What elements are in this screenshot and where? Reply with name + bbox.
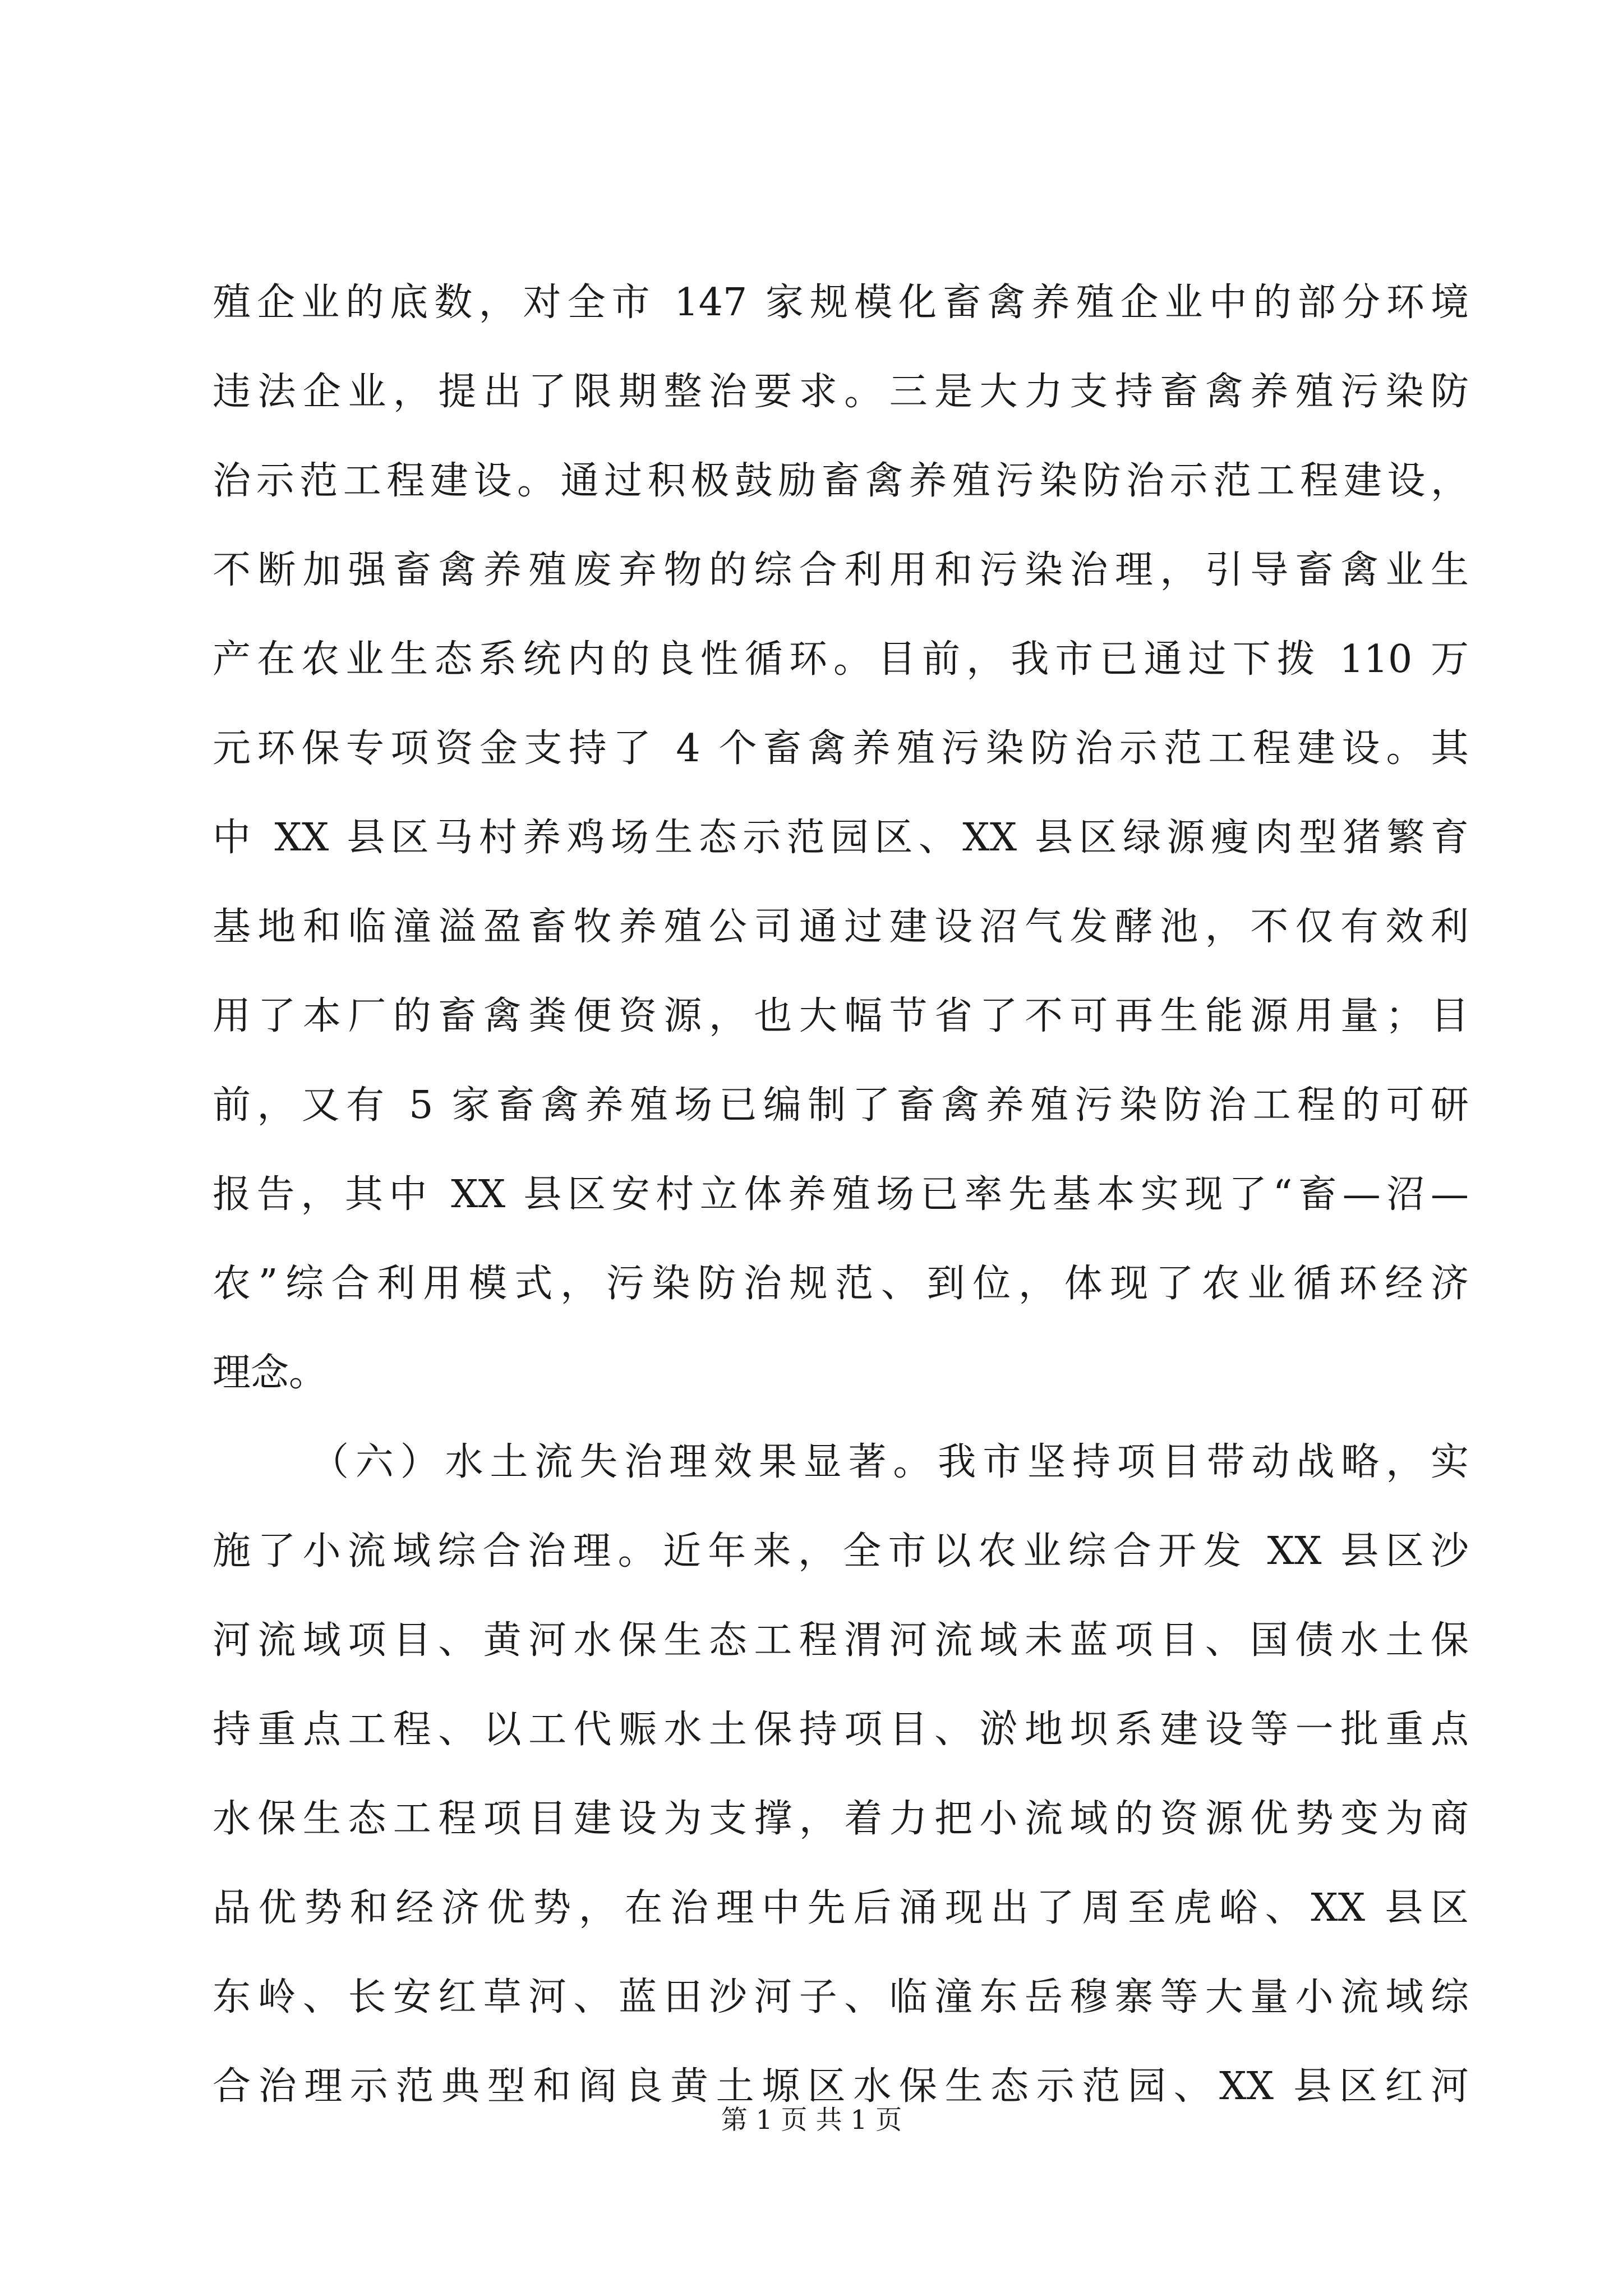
text-line: 不断加强畜禽养殖废弃物的综合利用和污染治理，引导畜禽业生 <box>213 548 1469 592</box>
text-line: 农”综合利用模式，污染防治规范、到位，体现了农业循环经济 <box>213 1262 1469 1306</box>
page-footer: 第 1 页 共 1 页 <box>721 2105 902 2136</box>
text-line: 中 XX 县区马村养鸡场生态示范园区、XX 县区绿源瘦肉型猪繁育 <box>213 816 1469 860</box>
text-line: 基地和临潼溢盈畜牧养殖公司通过建设沼气发酵池，不仅有效利 <box>213 905 1469 949</box>
text-line: 东岭、长安红草河、蓝田沙河子、临潼东岳穆寨等大量小流域综 <box>213 1975 1469 2019</box>
text-line: 殖企业的底数，对全市 147 家规模化畜禽养殖企业中的部分环境 <box>213 280 1469 325</box>
text-line: 品优势和经济优势，在治理中先后涌现出了周至虎峪、XX 县区 <box>213 1886 1469 1930</box>
text-line: 水保生态工程项目建设为支撑，着力把小流域的资源优势变为商 <box>213 1797 1469 1841</box>
text-line: 元环保专项资金支持了 4 个畜禽养殖污染防治示范工程建设。其 <box>213 726 1469 771</box>
paragraph-heading-line: （六）水土流失治理效果显著。我市坚持项目带动战略，实 <box>311 1440 1469 1484</box>
text-line: 违法企业，提出了限期整治要求。三是大力支持畜禽养殖污染防 <box>213 370 1469 414</box>
text-line: 治示范工程建设。通过积极鼓励畜禽养殖污染防治示范工程建设， <box>213 459 1469 503</box>
text-line: 理念。 <box>213 1351 328 1395</box>
text-line: 前，又有 5 家畜禽养殖场已编制了畜禽养殖污染防治工程的可研 <box>213 1083 1469 1128</box>
text-line: 施了小流域综合治理。近年来，全市以农业综合开发 XX 县区沙 <box>213 1529 1469 1573</box>
text-line: 用了本厂的畜禽粪便资源，也大幅节省了不可再生能源用量；目 <box>213 994 1469 1038</box>
text-line: 报告，其中 XX 县区安村立体养殖场已率先基本实现了“畜—沼— <box>213 1172 1469 1217</box>
text-line: 产在农业生态系统内的良性循环。目前，我市已通过下拨 110 万 <box>213 637 1469 682</box>
text-line: 持重点工程、以工代赈水土保持项目、淤地坝系建设等一批重点 <box>213 1708 1469 1752</box>
text-line: 合治理示范典型和阎良黄土塬区水保生态示范园、XX 县区红河 <box>213 2064 1469 2109</box>
text-line: 河流域项目、黄河水保生态工程渭河流域未蓝项目、国债水土保 <box>213 1618 1469 1663</box>
